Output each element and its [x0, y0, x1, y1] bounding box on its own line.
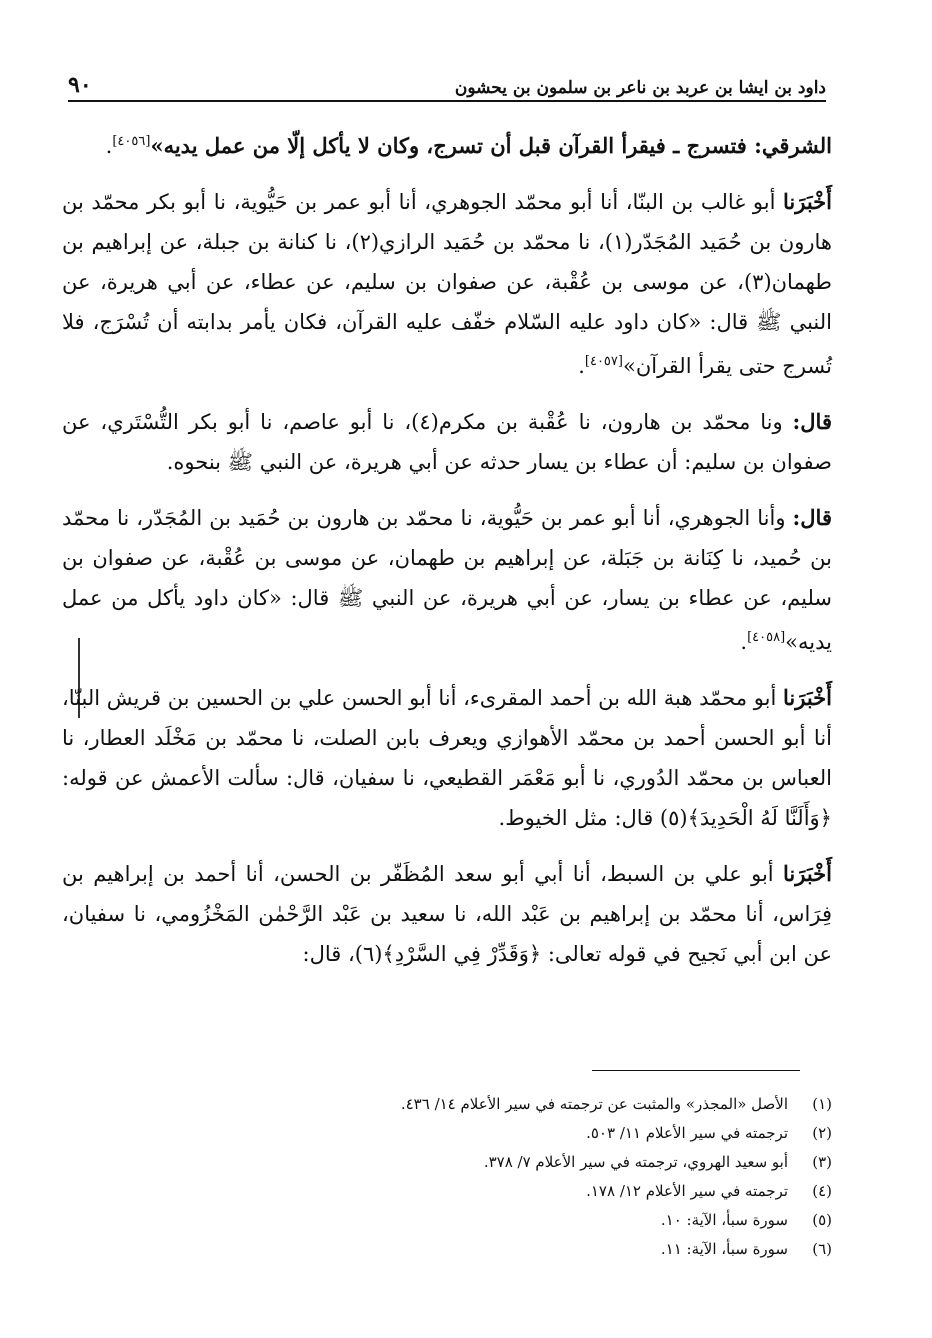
footnote-number: (٥) [812, 1211, 832, 1229]
footnote [200, 1177, 832, 1206]
paragraph [62, 854, 832, 974]
paragraph-text: ونا محمّد بن هارون، نا عُقْبة بن مكرم(٤)، نا أبو عاصم، نا أبو بكر التُّسْتَري، عن صفوان بن سليم: أن عطاء بن يسار حدثه عن أبي هريرة، عن النبي ﷺ بنحوه. [62, 410, 832, 474]
footnote-text: الأصل «المجذر» والمثبت عن ترجمته في سير الأعلام ١٤/ ٤٣٦. [400, 1095, 788, 1113]
paragraph-tail: . [105, 134, 113, 158]
paragraph-tail: . [740, 630, 748, 654]
footnote-number: (٢) [812, 1124, 832, 1142]
paragraph-text: وأنا الجوهري، أنا أبو عمر بن حَيُّوية، نا محمّد بن هارون بن حُمَيد بن المُجَدّر، نا محمّد بن حُميد، نا كِنَانة بن جَبَلة، عن إبراهيم بن طهمان، عن موسى بن عُقْبة، عن صفوان بن سليم، عن عطاء بن يسار، عن أبي هريرة، عن النبي ﷺ قال: «كان داود يأكل من عمل يديه» [62, 506, 832, 654]
hadith-number: [٤٠٥٧] [584, 354, 623, 369]
footnote [200, 1090, 832, 1119]
paragraph [62, 402, 832, 482]
paragraph-lead: أَخْبَرَنا [783, 861, 832, 886]
paragraph-lead: أَخْبَرَنا [783, 685, 832, 710]
paragraph-text: أبو علي بن السبط، أنا أبي أبو سعد المُظَفّر بن الحسن، أنا أحمد بن إبراهيم بن فِرَاس، أنا محمّد بن إبراهيم بن عَبْد الله، نا سعيد بن عَبْد الرَّحْمٰن المَخْزُومي، نا سفيان، عن ابن أبي نَجيح في قوله تعالى: ﴿وَقَدِّرْ فِي السَّرْدِ﴾(٦)، قال: [62, 862, 832, 966]
paragraph [62, 678, 832, 838]
footnote-text: ترجمته في سير الأعلام ١١/ ٥٠٣. [586, 1124, 788, 1142]
footnote-number: (٤) [812, 1182, 832, 1200]
paragraph [62, 182, 832, 386]
paragraph-text: أبو محمّد هبة الله بن أحمد المقرىء، أنا أبو الحسن علي بن الحسين بن قريش البنّا، أنا أبو الحسن أحمد بن محمّد الأهوازي ويعرف بابن الصلت، نا محمّد بن مَخْلَد العطار، نا العباس بن محمّد الدُوري، نا أبو مَعْمَر القطيعي، نا سفيان، قال: سألت الأعمش عن قوله: ﴿وَأَلَنَّا لَهُ الْحَدِيدَ﴾(٥) قال: مثل الخيوط. [62, 686, 832, 830]
footnote-number: (٦) [812, 1240, 832, 1258]
footnote-number: (١) [812, 1095, 832, 1113]
paragraph-lead: أَخْبَرَنا [783, 189, 832, 214]
paragraph [62, 498, 832, 662]
footnote-text: سورة سبأ، الآية: ١٠. [660, 1211, 788, 1229]
footnote-separator [592, 1070, 800, 1071]
footnotes [200, 1090, 832, 1264]
main-text [62, 122, 832, 990]
footnote [200, 1235, 832, 1264]
footnote-text: ترجمته في سير الأعلام ١٢/ ١٧٨. [586, 1182, 788, 1200]
footnote [200, 1206, 832, 1235]
paragraph [62, 122, 832, 166]
paragraph-lead: قال: [792, 409, 832, 434]
hadith-number: [٤٠٥٨] [747, 630, 786, 645]
hadith-number: [٤٠٥٦] [112, 134, 151, 149]
footnote-number: (٣) [812, 1153, 832, 1171]
paragraph-text: أبو غالب بن البنّا، أنا أبو محمّد الجوهري، أنا أبو عمر بن حَيُّوية، نا أبو بكر محمّد بن هارون بن حُمَيد المُجَدّر(١)، نا محمّد بن حُمَيد الرازي(٢)، نا كنانة بن جبلة، عن إبراهيم بن طهمان(٣)، عن موسى بن عُقْبة، عن صفوان بن سليم، عن عطاء، عن أبي هريرة، عن النبي ﷺ قال: «كان داود عليه السّلام خفّف عليه القرآن، فكان يأمر بدابته أن تُسْرَج، فلا تُسرج حتى يقرأ القرآن» [62, 190, 832, 378]
paragraph-text: الشرقي: فتسرج ـ فيقرأ القرآن قبل أن تسرج، وكان لا يأكل إلّا من عمل يديه» [150, 133, 832, 158]
header-rule [68, 100, 826, 102]
paragraph-lead: قال: [792, 505, 832, 530]
paragraph-tail: . [578, 354, 585, 378]
footnote-text: سورة سبأ، الآية: ١١. [660, 1240, 788, 1258]
footnote [200, 1148, 832, 1177]
footnote-text: أبو سعيد الهروي، ترجمته في سير الأعلام ٧/ ٣٧٨. [483, 1153, 788, 1171]
footnote [200, 1119, 832, 1148]
page-header [68, 62, 826, 98]
running-title: داود بن ايشا بن عربد بن ناعر بن سلمون بن يحشون [454, 78, 826, 98]
page-number: ٩٠ [68, 72, 92, 98]
